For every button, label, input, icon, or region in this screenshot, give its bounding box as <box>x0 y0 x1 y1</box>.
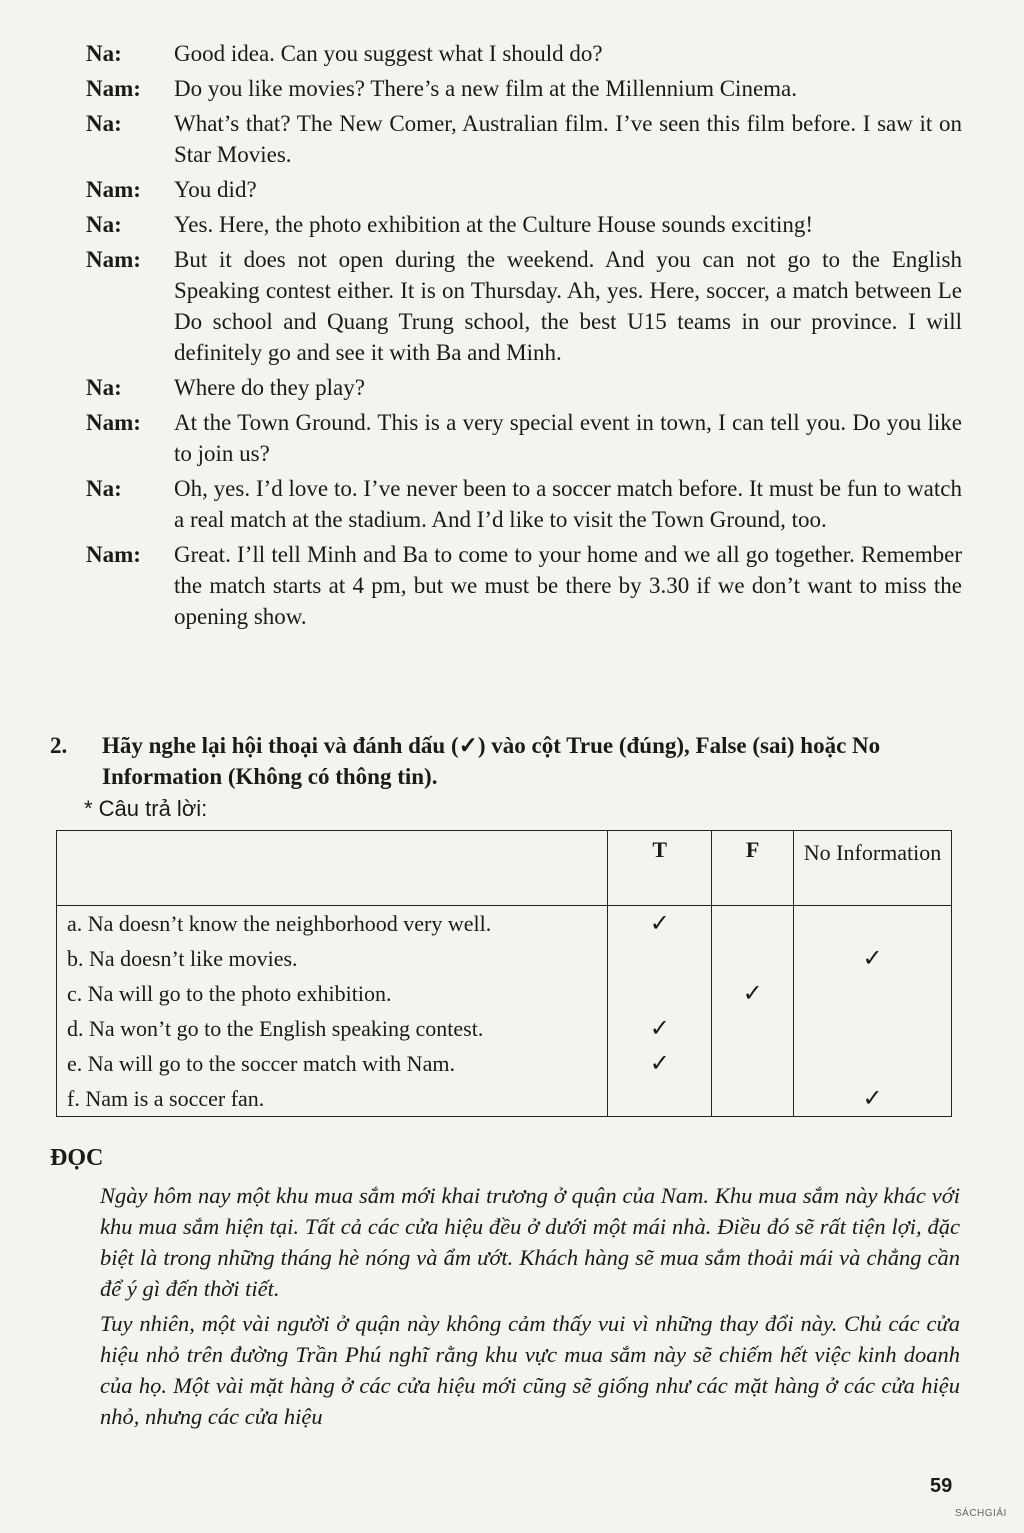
table-header-true: T <box>608 831 712 906</box>
no-info-mark <box>794 976 952 1011</box>
utterance: At the Town Ground. This is a very special event in town, I can tell you. Do you like to join us? <box>174 410 962 466</box>
speaker: Na: <box>86 476 122 501</box>
dialogue-line <box>86 73 962 104</box>
table-header-row <box>57 831 952 906</box>
false-mark <box>712 1046 794 1081</box>
utterance: Oh, yes. I’d love to. I’ve never been to a soccer match before. It must be fun to watch a real match at the stadium. And I’d like to visit the Town Ground, too. <box>174 476 962 532</box>
speaker: Nam: <box>86 410 141 435</box>
table-row <box>57 906 952 942</box>
table-row <box>57 1081 952 1117</box>
dialogue-line <box>86 174 962 205</box>
speaker: Nam: <box>86 177 141 202</box>
speaker: Nam: <box>86 542 141 567</box>
true-mark <box>608 941 712 976</box>
false-mark <box>712 941 794 976</box>
table-row <box>57 1046 952 1081</box>
utterance: What’s that? The New Comer, Australian film. I’ve seen this film before. I saw it on Star Movies. <box>174 111 962 167</box>
answer-table <box>56 830 952 1117</box>
true-mark <box>608 1081 712 1117</box>
dialogue-line <box>86 209 962 240</box>
dialogue-line <box>86 108 962 170</box>
reading-passage <box>100 1180 960 1436</box>
no-info-mark <box>794 906 952 942</box>
exercise-number: 2. <box>50 733 68 758</box>
statement: a. Na doesn’t know the neighborhood very well. <box>57 906 608 942</box>
no-info-mark: ✓ <box>794 1081 952 1117</box>
statement: b. Na doesn’t like movies. <box>57 941 608 976</box>
reading-heading: ĐỌC <box>50 1145 104 1171</box>
answer-label: * Câu trả lời: <box>84 796 208 821</box>
dialogue <box>86 38 962 636</box>
no-info-mark: ✓ <box>794 941 952 976</box>
true-mark <box>608 976 712 1011</box>
statement: e. Na will go to the soccer match with Nam. <box>57 1046 608 1081</box>
utterance: Where do they play? <box>174 375 365 400</box>
utterance: Great. I’ll tell Minh and Ba to come to your home and we all go together. Remember the match starts at 4 pm, but we must be there by 3.30 if we don’t want to miss the opening show. <box>174 542 962 629</box>
exercise-2 <box>50 730 962 824</box>
table-header-statement <box>57 831 608 906</box>
statement: f. Nam is a soccer fan. <box>57 1081 608 1117</box>
speaker: Na: <box>86 375 122 400</box>
true-mark: ✓ <box>608 1046 712 1081</box>
speaker: Na: <box>86 41 122 66</box>
speaker: Nam: <box>86 76 141 101</box>
false-mark: ✓ <box>712 976 794 1011</box>
no-info-mark <box>794 1046 952 1081</box>
false-mark <box>712 1081 794 1117</box>
dialogue-line <box>86 372 962 403</box>
false-mark <box>712 1011 794 1046</box>
exercise-instruction: Hãy nghe lại hội thoại và đánh dấu (✓) vào cột True (đúng), False (sai) hoặc No Information (Không có thông tin). <box>102 733 881 789</box>
utterance: Yes. Here, the photo exhibition at the Culture House sounds exciting! <box>174 212 814 237</box>
table-row <box>57 1011 952 1046</box>
speaker: Nam: <box>86 247 141 272</box>
dialogue-line <box>86 407 962 469</box>
utterance: But it does not open during the weekend. And you can not go to the English Speaking contest either. It is on Thursday. Ah, yes. Here, soccer, a match between Le Do school and Quang Trung school, the best U15 teams in our province. I will definitely go and see it with Ba and Minh. <box>174 247 962 365</box>
no-info-mark <box>794 1011 952 1046</box>
exercise-title <box>50 730 962 792</box>
table-row <box>57 976 952 1011</box>
page-number: 59 <box>930 1475 953 1497</box>
table-row <box>57 941 952 976</box>
statement: c. Na will go to the photo exhibition. <box>57 976 608 1011</box>
true-mark: ✓ <box>608 906 712 942</box>
utterance: Good idea. Can you suggest what I should do? <box>174 41 603 66</box>
true-mark: ✓ <box>608 1011 712 1046</box>
watermark-logo: SÁCHGIẢI <box>955 1508 1007 1519</box>
dialogue-line <box>86 244 962 368</box>
utterance: You did? <box>174 177 257 202</box>
statement: d. Na won’t go to the English speaking contest. <box>57 1011 608 1046</box>
table-header-false: F <box>712 831 794 906</box>
dialogue-line <box>86 473 962 535</box>
false-mark <box>712 906 794 942</box>
table-header-no-information: No Information <box>794 831 952 906</box>
reading-paragraph: Ngày hôm nay một khu mua sắm mới khai trương ở quận của Nam. Khu mua sắm này khác với khu mua sắm hiện tại. Tất cả các cửa hiệu đều ở dưới một mái nhà. Điều đó sẽ rất tiện lợi, đặc biệt là trong những tháng hè nóng và ẩm ướt. Khách hàng sẽ mua sắm thoải mái và chẳng cần để ý gì đến thời tiết. <box>100 1183 960 1301</box>
utterance: Do you like movies? There’s a new film at the Millennium Cinema. <box>174 76 797 101</box>
dialogue-line <box>86 539 962 632</box>
speaker: Na: <box>86 111 122 136</box>
reading-paragraph: Tuy nhiên, một vài người ở quận này không cảm thấy vui vì những thay đổi này. Chủ các cửa hiệu nhỏ trên đường Trần Phú nghĩ rằng khu vực mua sắm này sẽ chiếm hết việc kinh doanh của họ. Một vài mặt hàng ở các cửa hiệu mới cũng sẽ giống như các mặt hàng ở các cửa hiệu nhỏ, nhưng các cửa hiệu <box>100 1311 960 1429</box>
speaker: Na: <box>86 212 122 237</box>
dialogue-line <box>86 38 962 69</box>
